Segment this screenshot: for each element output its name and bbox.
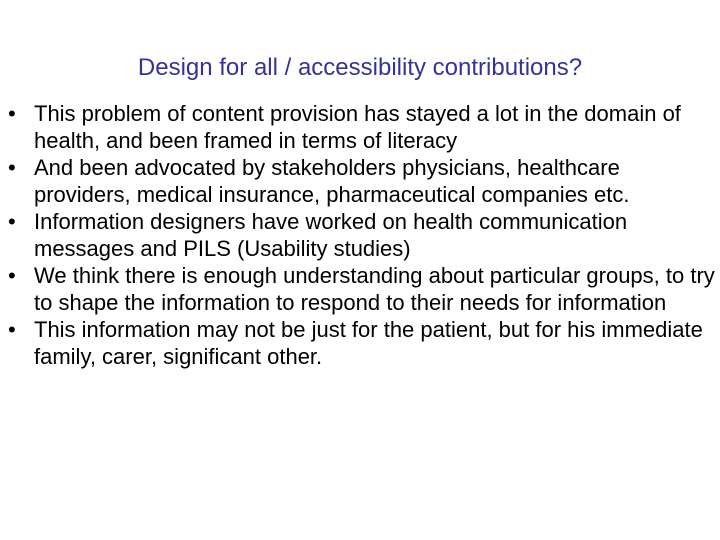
bullet-dot-icon: •	[8, 263, 16, 288]
bullet-item	[8, 154, 716, 208]
bullet-text: This problem of content provision has stayed a lot in the domain of health, and been framed in terms of literacy	[34, 101, 681, 153]
bullet-text: Information designers have worked on health communication messages and PILS (Usability studies)	[34, 209, 628, 261]
bullet-text: And been advocated by stakeholders physicians, healthcare providers, medical insurance, pharmaceutical companies etc.	[34, 155, 630, 207]
bullet-item	[8, 208, 716, 262]
slide-title: Design for all / accessibility contributions?	[137, 54, 583, 81]
bullet-text: We think there is enough understanding about particular groups, to try to shape the information to respond to their needs for information	[34, 263, 715, 315]
bullet-dot-icon: •	[8, 155, 16, 180]
bullet-item	[8, 100, 716, 154]
bullet-dot-icon: •	[8, 317, 16, 342]
bullet-item	[8, 262, 716, 316]
bullet-item	[8, 316, 716, 370]
bullet-dot-icon: •	[8, 209, 16, 234]
bullet-dot-icon: •	[8, 101, 16, 126]
bullet-list	[8, 100, 716, 370]
bullet-text: This information may not be just for the patient, but for his immediate family, carer, significant other.	[34, 317, 703, 369]
